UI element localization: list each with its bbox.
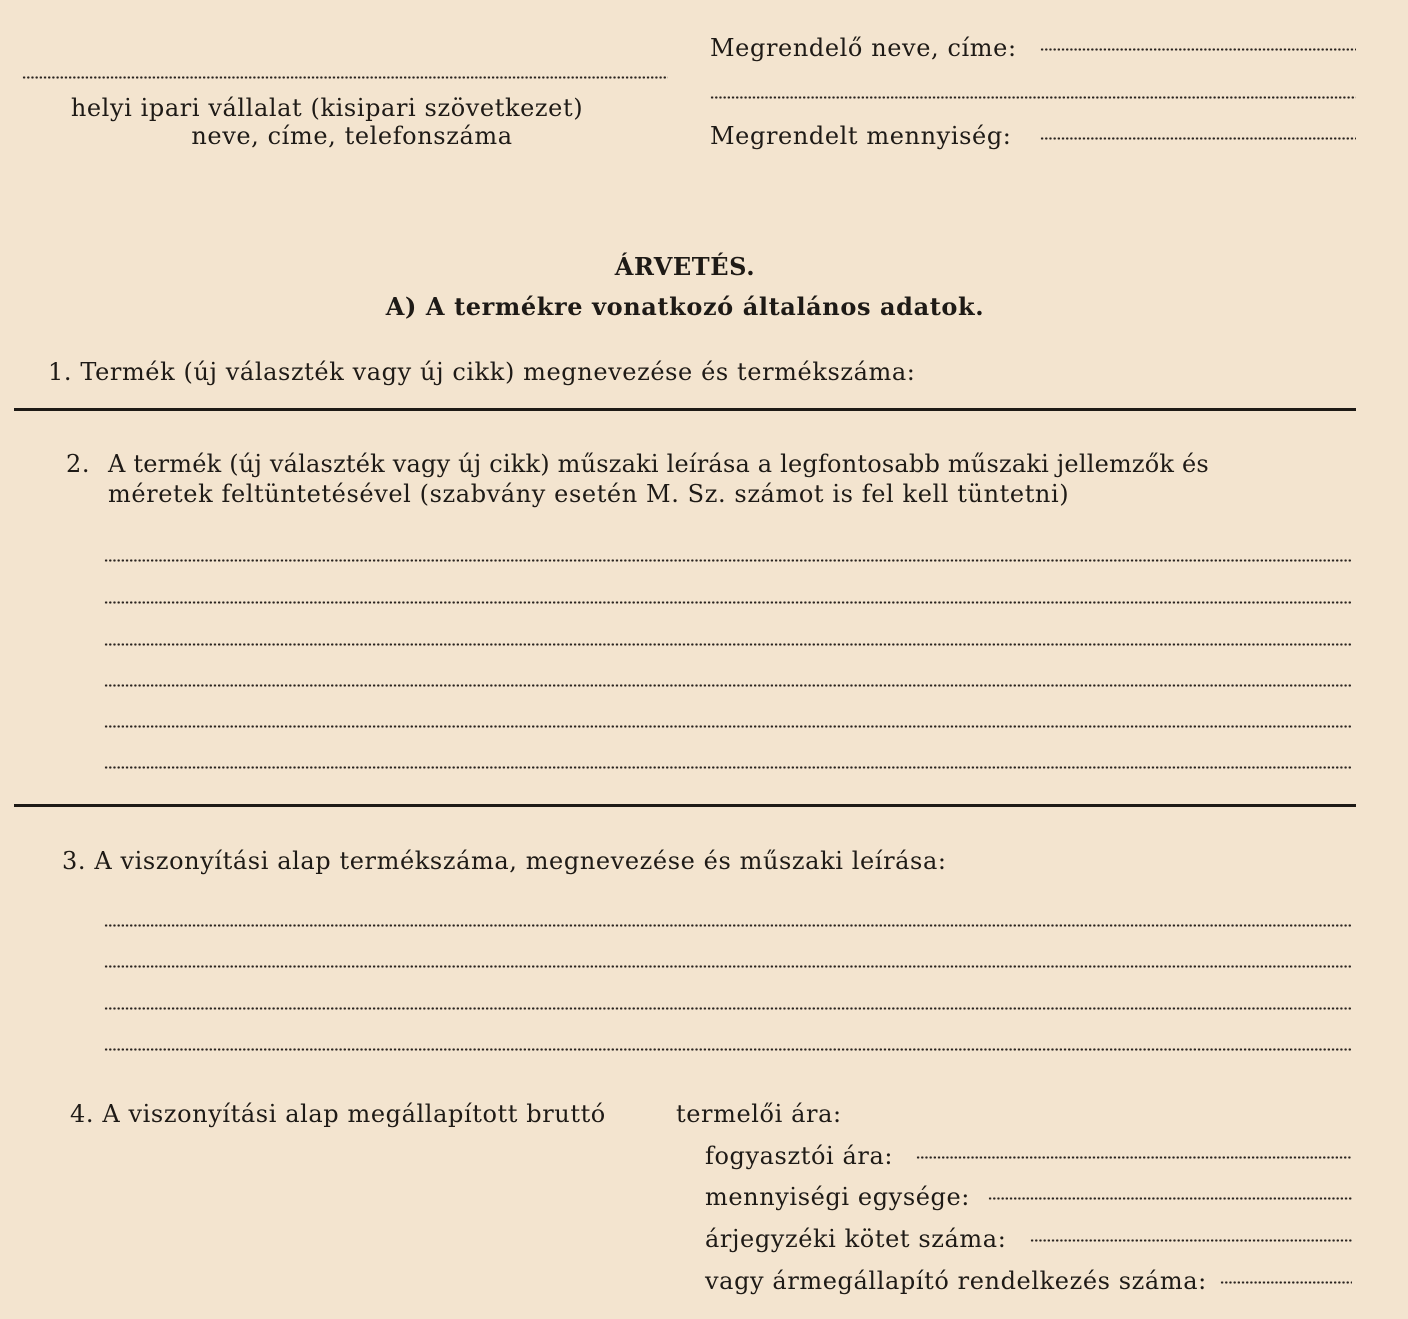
- item-2-label-line2: méretek feltüntetésével (szabvány esetén M. Sz. számot is fel kell tüntetni): [108, 480, 1070, 508]
- item-2-number: 2.: [66, 450, 91, 478]
- quantity-fill-line[interactable]: [1040, 137, 1356, 140]
- company-label-line2: neve, címe, telefonszáma: [191, 122, 513, 150]
- page-title: ÁRVETÉS.: [614, 252, 756, 281]
- producer-price-label: termelői ára:: [676, 1100, 842, 1128]
- catalog-volume-fill-line[interactable]: [1030, 1239, 1352, 1242]
- item-3-label: 3. A viszonyítási alap termékszáma, megnevezése és műszaki leírása:: [62, 847, 947, 875]
- customer-fill-line[interactable]: [1040, 48, 1356, 51]
- section-heading: A) A termékre vonatkozó általános adatok.: [385, 292, 985, 321]
- unit-label: mennyiségi egysége:: [705, 1183, 970, 1211]
- customer-label: Megrendelő neve, címe:: [710, 34, 1017, 62]
- item-2-divider: [14, 804, 1356, 807]
- consumer-price-label: fogyasztói ára:: [705, 1142, 894, 1170]
- item-4-label: 4. A viszonyítási alap megállapított bruttó: [70, 1100, 606, 1128]
- item-3-fill-line[interactable]: [104, 1007, 1352, 1010]
- item-3-fill-line[interactable]: [104, 924, 1352, 927]
- item-2-fill-line[interactable]: [104, 559, 1352, 562]
- item-2-fill-line[interactable]: [104, 684, 1352, 687]
- decree-number-label: vagy ármegállapító rendelkezés száma:: [705, 1267, 1207, 1295]
- company-fill-line[interactable]: [22, 76, 668, 79]
- catalog-volume-label: árjegyzéki kötet száma:: [705, 1225, 1007, 1253]
- consumer-price-fill-line[interactable]: [916, 1156, 1352, 1159]
- item-2-fill-line[interactable]: [104, 601, 1352, 604]
- unit-fill-line[interactable]: [988, 1197, 1352, 1200]
- item-2-fill-line[interactable]: [104, 643, 1352, 646]
- decree-number-fill-line[interactable]: [1220, 1281, 1352, 1284]
- company-label-line1: helyi ipari vállalat (kisipari szövetkezet): [70, 94, 584, 122]
- item-3-fill-line[interactable]: [104, 1048, 1352, 1051]
- item-2-fill-line[interactable]: [104, 725, 1352, 728]
- item-2-label-line1: A termék (új választék vagy új cikk) műszaki leírása a legfontosabb műszaki jellemzők és: [108, 450, 1209, 478]
- item-1-divider: [14, 408, 1356, 411]
- item-3-fill-line[interactable]: [104, 965, 1352, 968]
- item-2-fill-line[interactable]: [104, 766, 1352, 769]
- item-1-label: 1. Termék (új választék vagy új cikk) megnevezése és termékszáma:: [48, 358, 916, 386]
- quantity-label: Megrendelt mennyiség:: [710, 122, 1012, 150]
- customer-fill-line-2[interactable]: [710, 96, 1356, 99]
